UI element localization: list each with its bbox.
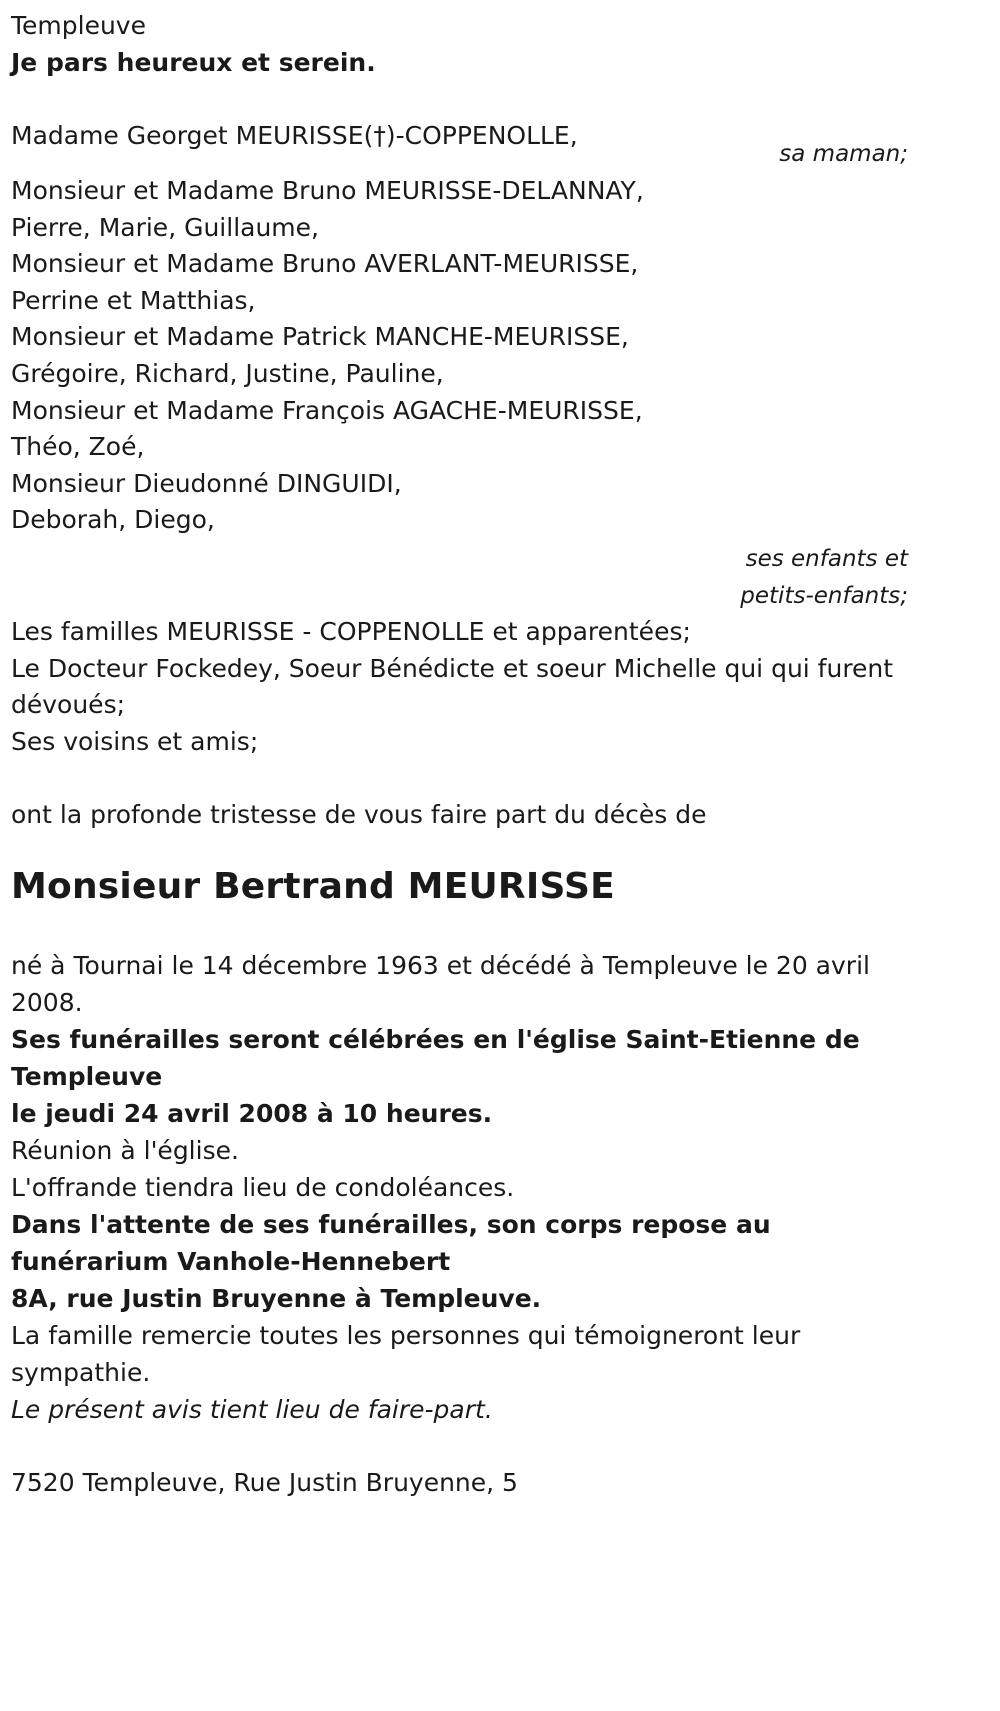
spacer <box>11 760 908 797</box>
family-line: Monsieur et Madame Bruno MEURISSE-DELANNAY, <box>11 175 644 205</box>
obituary-notice <box>11 8 908 1501</box>
thanks-note: La famille remercie toutes les personnes qui témoigneront leur sympathie. <box>11 1320 801 1387</box>
deceased-name: Monsieur Bertrand MEURISSE <box>11 865 615 907</box>
family-line: Monsieur et Madame François AGACHE-MEURISSE, <box>11 395 643 425</box>
funeral-church: Ses funérailles seront célébrées en l'église Saint-Etienne de Templeuve <box>11 1024 860 1091</box>
offering-note: L'offrande tiendra lieu de condoléances. <box>11 1172 515 1202</box>
funeral-date: le jeudi 24 avril 2008 à 10 heures. <box>11 1098 493 1128</box>
funeral-address: 8A, rue Justin Bruyenne à Templeuve. <box>11 1283 542 1313</box>
spacer <box>11 81 908 118</box>
children-role-2: petits-enfants; <box>740 582 908 609</box>
footer-address: 7520 Templeuve, Rue Justin Bruyenne, 5 <box>11 1467 518 1497</box>
spacer <box>11 909 908 947</box>
others-line: Les familles MEURISSE - COPPENOLLE et apparentées; <box>11 617 691 647</box>
mother-role: sa maman; <box>779 141 908 168</box>
family-line: Pierre, Marie, Guillaume, <box>11 212 319 242</box>
spacer <box>11 1428 908 1464</box>
meeting-note: Réunion à l'église. <box>11 1135 239 1165</box>
family-line: Théo, Zoé, <box>11 432 145 462</box>
family-line: Monsieur et Madame Bruno AVERLANT-MEURISSE, <box>11 249 639 279</box>
notice-note: Le présent avis tient lieu de faire-part. <box>11 1394 493 1424</box>
family-line: Monsieur Dieudonné DINGUIDI, <box>11 468 402 498</box>
birth-death: né à Tournai le 14 décembre 1963 et décédé à Templeuve le 20 avril 2008. <box>11 950 870 1017</box>
family-line: Monsieur et Madame Patrick MANCHE-MEURISSE, <box>11 322 629 352</box>
others-line: Le Docteur Fockedey, Soeur Bénédicte et soeur Michelle qui qui furent dévoués; <box>11 653 894 720</box>
funeral-home: Dans l'attente de ses funérailles, son corps repose au funérarium Vanhole-Hennebert <box>11 1209 771 1276</box>
family-line: Grégoire, Richard, Justine, Pauline, <box>11 358 444 388</box>
family-line: Deborah, Diego, <box>11 505 215 535</box>
announcement: ont la profonde tristesse de vous faire part du décès de <box>11 800 707 830</box>
family-line: Perrine et Matthias, <box>11 285 256 315</box>
mother-line: Madame Georget MEURISSE(†)-COPPENOLLE, <box>11 120 578 150</box>
motto: Je pars heureux et serein. <box>11 47 376 77</box>
others-line: Ses voisins et amis; <box>11 726 259 756</box>
city-label: Templeuve <box>11 11 146 40</box>
children-role-1: ses enfants et <box>745 545 908 572</box>
